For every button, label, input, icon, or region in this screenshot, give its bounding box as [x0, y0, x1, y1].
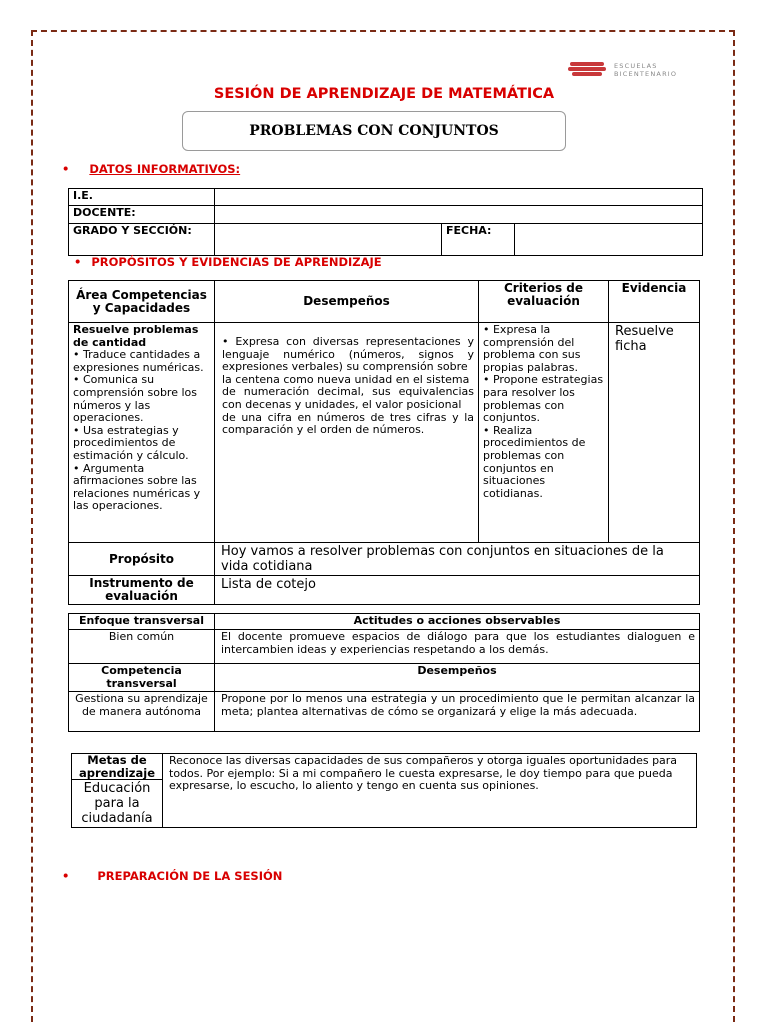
info-ie-value[interactable]	[215, 189, 703, 206]
logo-line1: ESCUELAS	[614, 62, 658, 70]
logo	[568, 58, 700, 80]
instrumento-text: Lista de cotejo	[215, 576, 700, 605]
section-datos-label: DATOS INFORMATIVOS:	[89, 162, 241, 176]
desempenos-header: Desempeños	[215, 664, 700, 692]
capacity-item: • Argumenta afirmaciones sobre las relaciones numéricas y las operaciones.	[73, 461, 201, 513]
info-docente-label: DOCENTE:	[69, 206, 215, 224]
section-propositos	[74, 255, 382, 269]
metas-table	[71, 753, 697, 828]
criterio-item: • Realiza procedimientos de problemas con conjuntos en situaciones cotidianas.	[483, 423, 586, 500]
criterios-cell	[479, 323, 609, 543]
competencia-header: Competencia transversal	[69, 664, 215, 692]
section-datos	[62, 162, 240, 176]
desempeno-line: de numeración decimal, sus equivalencias con decenas y unidades, el valor posicional	[222, 385, 474, 411]
proposito-text: Hoy vamos a resolver problemas con conjuntos en situaciones de la vida cotidiana	[215, 543, 700, 576]
transversal-table	[68, 613, 700, 732]
logo-line2: BICENTENARIO	[614, 70, 678, 78]
bullet-icon: •	[62, 162, 70, 176]
section-preparacion	[62, 869, 282, 883]
desempeno-cell	[215, 323, 479, 543]
header-area: Área Competencias y Capacidades	[69, 281, 215, 323]
bullet-icon: •	[62, 869, 70, 883]
desempeno-line: • Expresa con diversas representaciones y lenguaje numérico (números, signos y expresiones verbales) su comprensión sobre	[222, 335, 474, 374]
enfoque-value: Bien común	[69, 630, 215, 664]
metas-label-cell	[72, 754, 163, 828]
evidencia-cell: Resuelve ficha	[609, 323, 700, 543]
info-grado-value[interactable]	[215, 224, 442, 256]
info-ie-label: I.E.	[69, 189, 215, 206]
transversal-desempeno: Propone por lo menos una estrategia y un procedimiento que le permitan alcanzar la meta; plantea alternativas de cómo se organizará y elige la más adecuada.	[215, 692, 700, 732]
actitud-value: El docente promueve espacios de diálogo para que los estudiantes dialoguen e intercambien ideas y experiencias respetando a los demás.	[215, 630, 700, 664]
info-fecha-value[interactable]	[515, 224, 703, 256]
metas-text: Reconoce las diversas capacidades de sus compañeros y otorga iguales oportunidades para todos. Por ejemplo: Si a mi compañero le cuesta expresarse, le doy tiempo para que pueda expresarse, lo escucho, lo aliento y tengo en cuenta sus opiniones.	[163, 754, 697, 828]
capacity-item: • Traduce cantidades a expresiones numéricas.	[73, 348, 204, 374]
section-preparacion-label: PREPARACIÓN DE LA SESIÓN	[97, 869, 283, 883]
desempeno-line: la centena como nueva unidad en el sistema	[222, 372, 470, 386]
page-title: SESIÓN DE APRENDIZAJE DE MATEMÁTICA	[213, 86, 555, 102]
metas-label: Metas de aprendizaje	[72, 754, 162, 780]
criterio-item: • Propone estrategias para resolver los problemas con conjuntos.	[483, 373, 604, 425]
actitudes-header: Actitudes o acciones observables	[215, 614, 700, 630]
proposito-label: Propósito	[69, 543, 215, 576]
info-grado-label: GRADO Y SECCIÓN:	[69, 224, 215, 256]
enfoque-header: Enfoque transversal	[69, 614, 215, 630]
competencia-value: Gestiona su aprendizaje de manera autónoma	[69, 692, 215, 732]
capacity-item: • Comunica su comprensión sobre los números y las operaciones.	[73, 373, 197, 425]
info-fecha-label: FECHA:	[442, 224, 515, 256]
competence-title: Resuelve problemas de cantidad	[73, 323, 199, 349]
competence-cell	[69, 323, 215, 543]
metas-sub: Educación para la ciudadanía	[81, 781, 153, 827]
info-docente-value[interactable]	[215, 206, 703, 224]
header-desempenos: Desempeños	[215, 281, 479, 323]
criterio-item: • Expresa la comprensión del problema con sus propias palabras.	[483, 323, 581, 374]
session-topic-box	[182, 111, 566, 151]
purposes-table	[68, 280, 700, 605]
info-table	[68, 188, 703, 256]
desempeno-line: de una cifra en números de tres cifras y la comparación y el orden de números.	[222, 410, 474, 437]
section-propositos-label: PROPÓSITOS Y EVIDENCIAS DE APRENDIZAJE	[91, 255, 382, 269]
header-criterios: Criterios de evaluación	[479, 281, 609, 323]
session-topic: PROBLEMAS CON CONJUNTOS	[249, 123, 499, 139]
logo-mark-icon	[568, 60, 608, 78]
capacity-item: • Usa estrategias y procedimientos de estimación y cálculo.	[73, 423, 189, 462]
header-evidencia: Evidencia	[609, 281, 700, 323]
instrumento-label: Instrumento de evaluación	[69, 576, 215, 605]
bullet-icon: •	[74, 255, 82, 269]
